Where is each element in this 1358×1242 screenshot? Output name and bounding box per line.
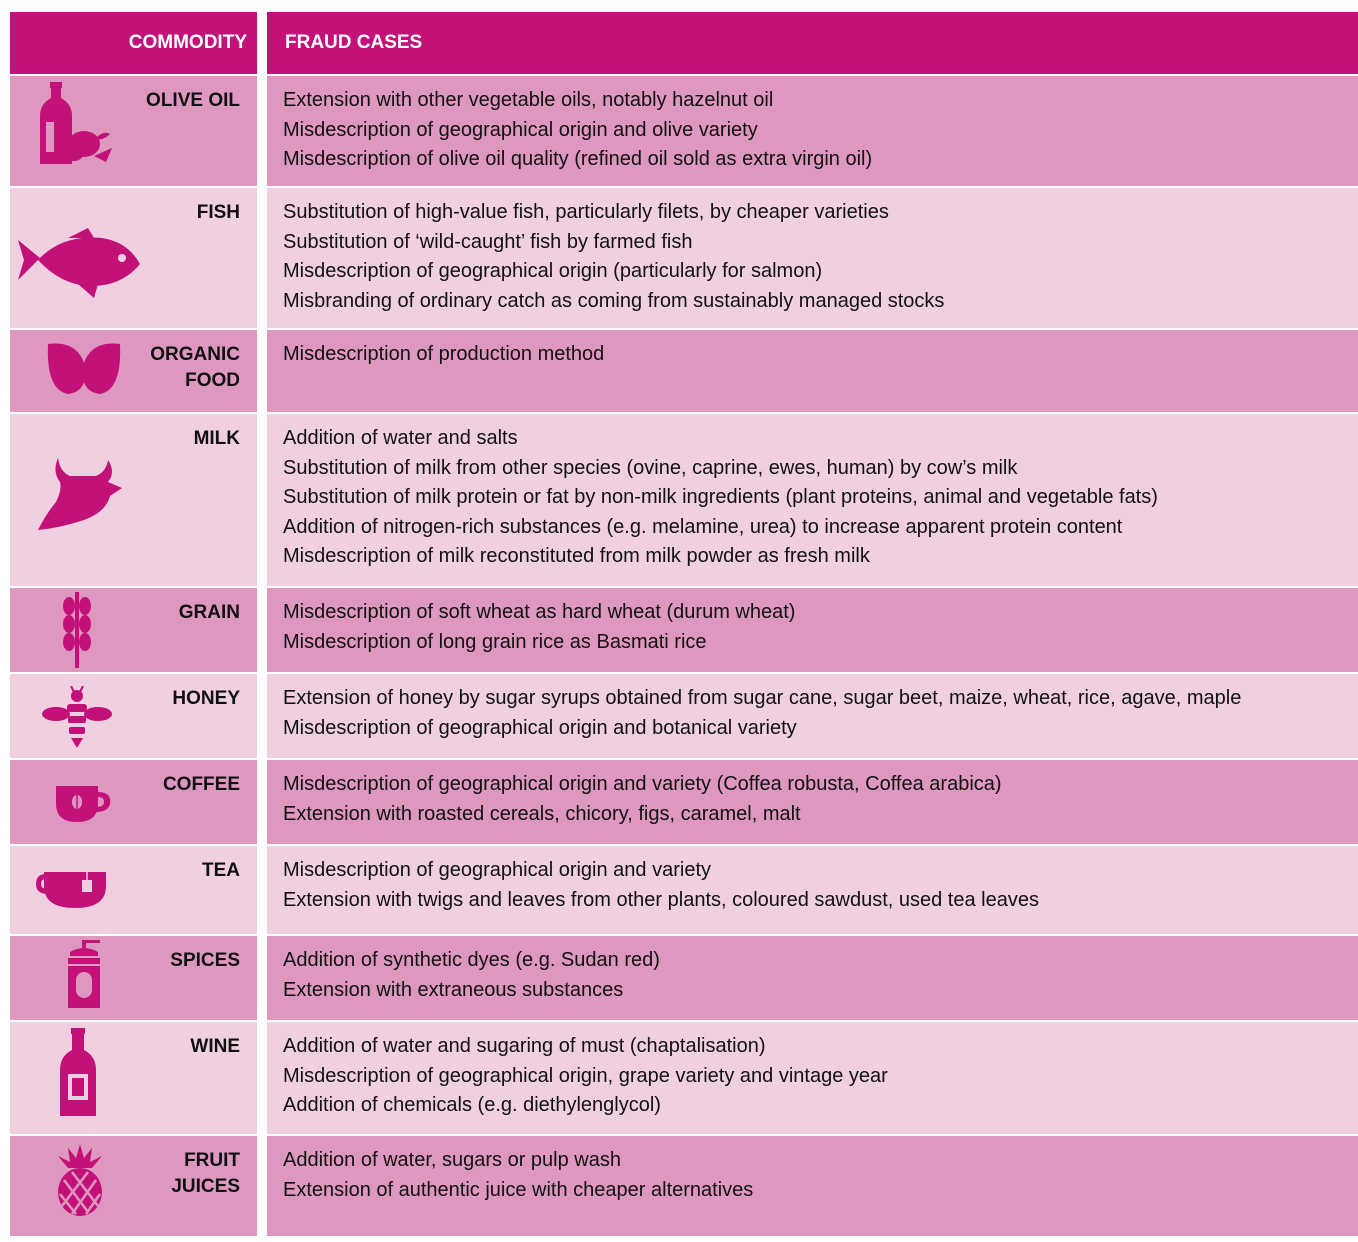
commodity-name: MILK [193, 428, 240, 449]
commodity-cell [10, 588, 257, 672]
fraud-cases-cell: Misdescription of production method [267, 330, 1358, 412]
commodity-cell [10, 330, 257, 412]
commodity-name: GRAIN [178, 602, 240, 623]
commodity-cell [10, 674, 257, 758]
table-row [10, 846, 1358, 934]
fraud-cases-cell: Misdescription of geographical origin and variety Extension with twigs and leaves from other plants, coloured sawdust, used tea leaves [267, 846, 1358, 934]
commodity-name: WINE [190, 1036, 240, 1057]
table-row [10, 588, 1358, 672]
commodity-cell [10, 846, 257, 934]
coffee-cup-icon [54, 784, 112, 824]
commodity-cell [10, 1136, 257, 1236]
commodity-name: HONEY [172, 688, 240, 709]
commodity-cell [10, 76, 257, 186]
table-row [10, 330, 1358, 412]
olive-oil-bottle-icon [38, 82, 114, 168]
commodity-cell [10, 760, 257, 844]
tea-cup-icon [36, 868, 108, 910]
commodity-name: COFFEE [162, 774, 240, 795]
leaves-icon [46, 340, 122, 396]
table-row [10, 936, 1358, 1020]
commodity-name: OLIVE OIL [146, 90, 240, 111]
bee-icon [42, 686, 112, 750]
commodity-name: FISH [196, 202, 240, 223]
commodity-cell [10, 188, 257, 328]
fish-icon [18, 228, 142, 298]
commodity-column-header: COMMODITY [10, 12, 257, 74]
commodity-name: TEA [202, 860, 240, 881]
table-row [10, 1136, 1358, 1236]
wine-bottle-icon [58, 1028, 98, 1118]
fraud-cases-cell: Extension of honey by sugar syrups obtained from sugar cane, sugar beet, maize, wheat, rice, agave, maple Misdescription of geographical origin and botanical variety [267, 674, 1358, 758]
pineapple-icon [54, 1144, 106, 1216]
fraud-cases-cell: Addition of water, sugars or pulp wash Extension of authentic juice with cheaper alternatives [267, 1136, 1358, 1236]
fraud-cases-column-header: FRAUD CASES [267, 12, 1358, 74]
fraud-cases-cell: Addition of water and salts Substitution of milk from other species (ovine, caprine, ewes, human) by cow’s milk Substitution of milk protein or fat by non-milk ingredients (plant proteins, animal and vegetable fats) Addition of nitrogen-rich substances (e.g. melamine, urea) to increase apparent protein content Misdescription of milk reconstituted from milk powder as fresh milk [267, 414, 1358, 586]
table-row [10, 414, 1358, 586]
table-header [10, 12, 1358, 74]
fraud-cases-cell: Misdescription of soft wheat as hard wheat (durum wheat) Misdescription of long grain rice as Basmati rice [267, 588, 1358, 672]
commodity-cell [10, 414, 257, 586]
fraud-cases-cell: Addition of synthetic dyes (e.g. Sudan red) Extension with extraneous substances [267, 936, 1358, 1020]
fraud-cases-cell: Substitution of high-value fish, particularly filets, by cheaper varieties Substitution of ‘wild-caught’ fish by farmed fish Misdescription of geographical origin (particularly for salmon) Misbranding of ordinary catch as coming from sustainably managed stocks [267, 188, 1358, 328]
commodity-name: SPICES [170, 950, 240, 971]
table-row [10, 188, 1358, 328]
commodity-name: ORGANIC FOOD [150, 344, 240, 391]
table-row [10, 1022, 1358, 1134]
table-row [10, 674, 1358, 758]
fraud-cases-cell: Extension with other vegetable oils, notably hazelnut oil Misdescription of geographical origin and olive variety Misdescription of olive oil quality (refined oil sold as extra virgin oil) [267, 76, 1358, 186]
commodity-cell [10, 936, 257, 1020]
table-row [10, 760, 1358, 844]
fraud-cases-cell: Misdescription of geographical origin and variety (Coffea robusta, Coffea arabica) Extension with roasted cereals, chicory, figs, caramel, malt [267, 760, 1358, 844]
commodity-name: FRUIT JUICES [171, 1150, 240, 1197]
cow-head-icon [36, 458, 122, 530]
commodity-cell [10, 1022, 257, 1134]
wheat-icon [62, 592, 92, 668]
fraud-table [10, 12, 1358, 1238]
fraud-cases-cell: Addition of water and sugaring of must (chaptalisation) Misdescription of geographical origin, grape variety and vintage year Addition of chemicals (e.g. diethylenglycol) [267, 1022, 1358, 1134]
table-row [10, 76, 1358, 186]
spice-grinder-icon [64, 940, 104, 1010]
